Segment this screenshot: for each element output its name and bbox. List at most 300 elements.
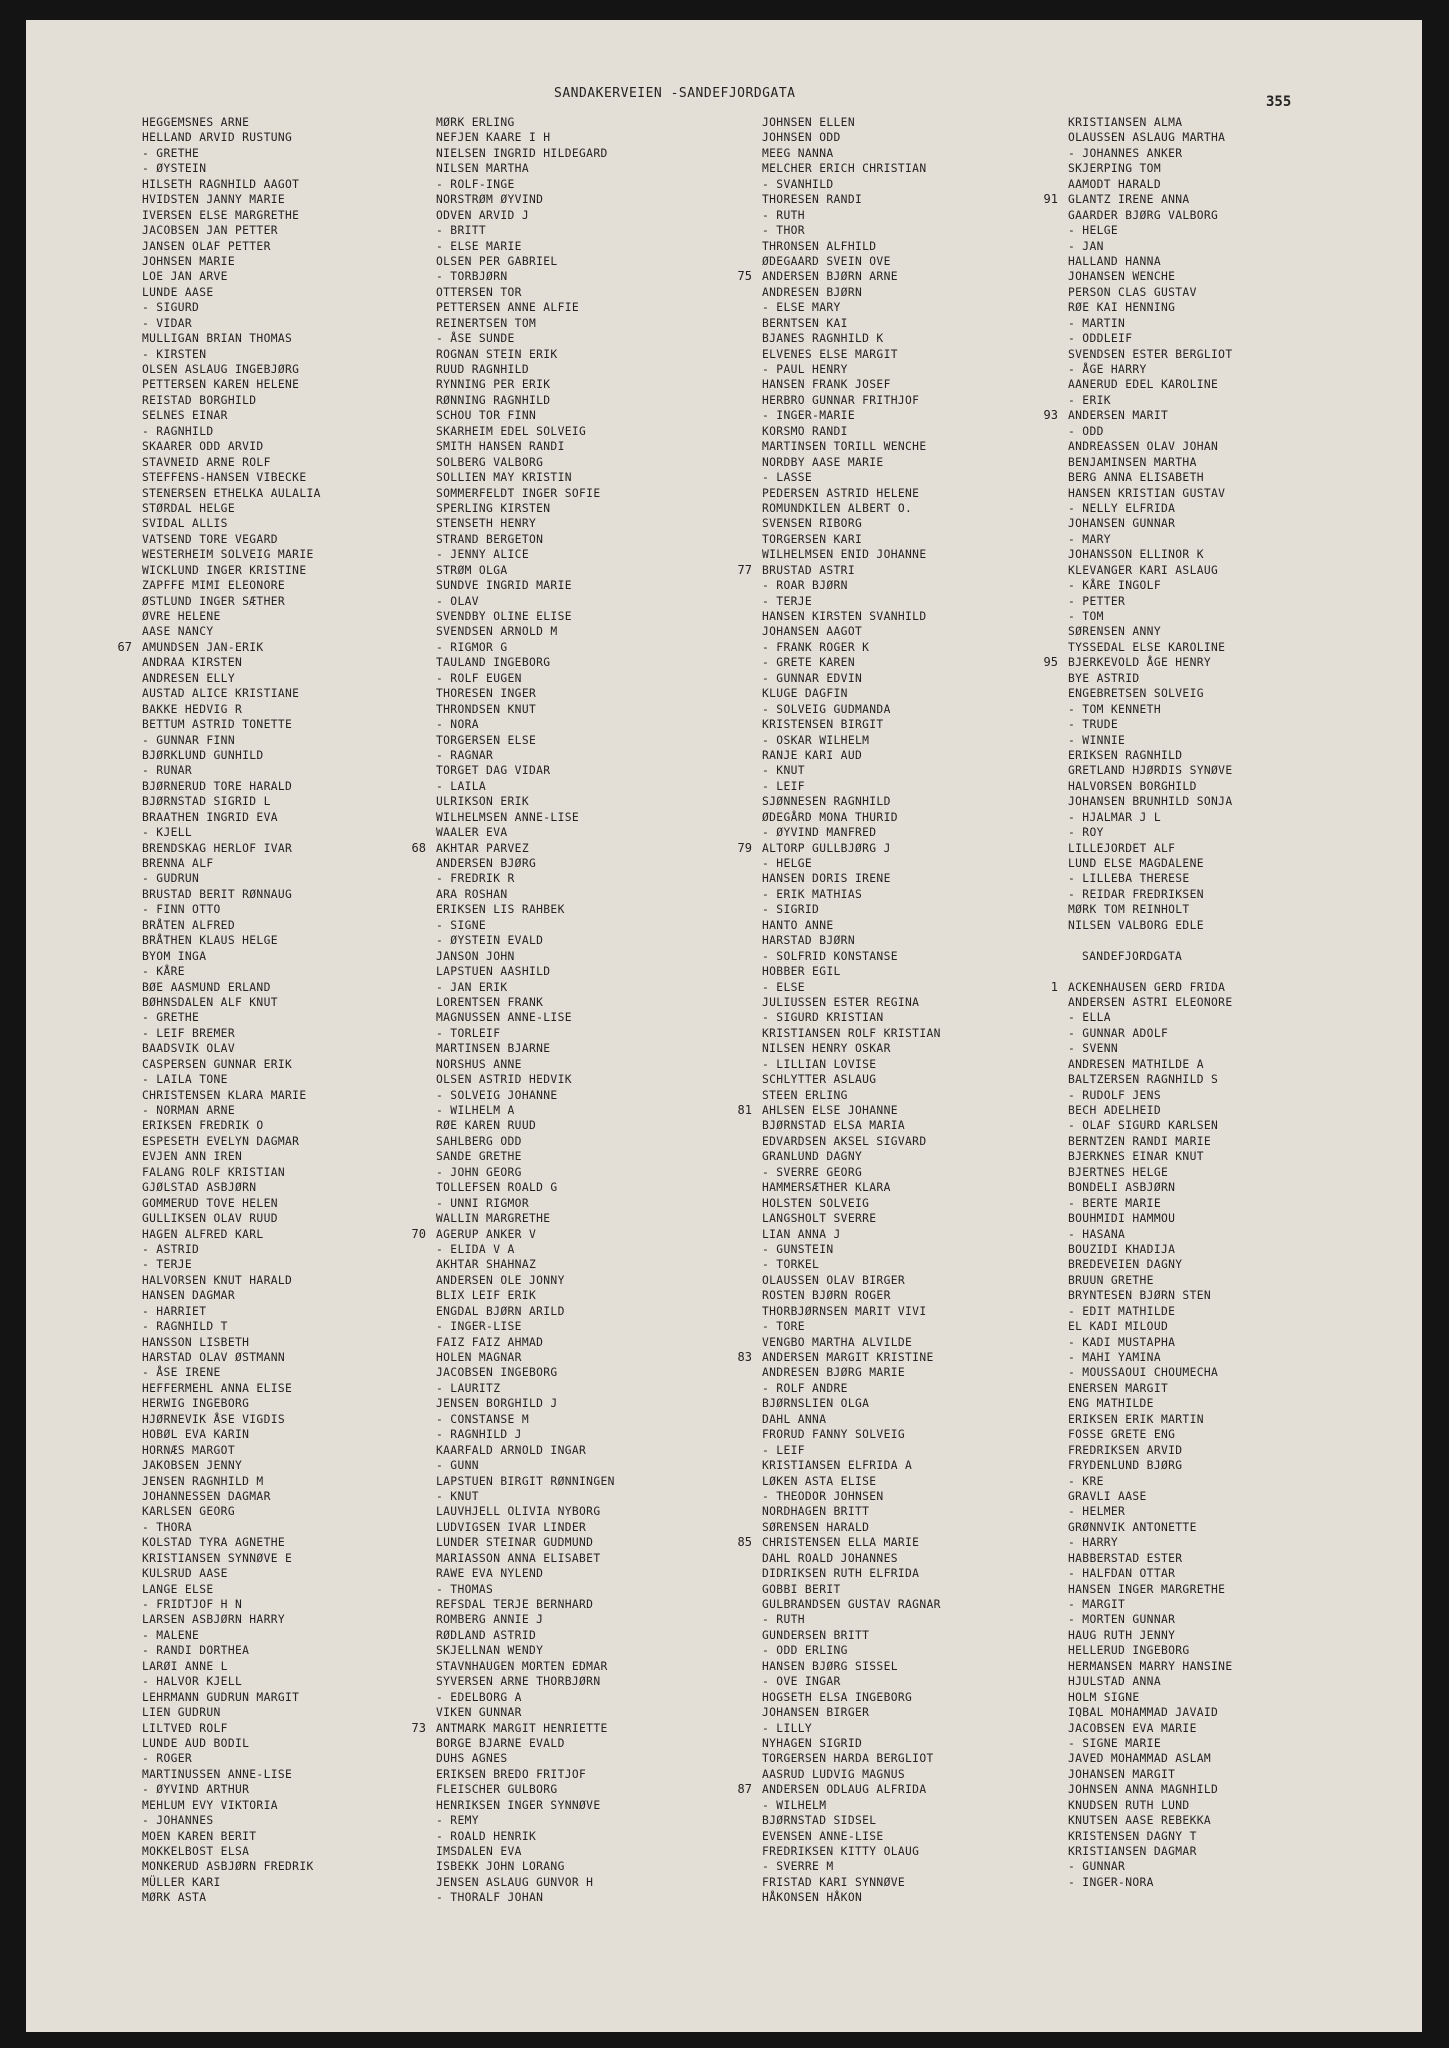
resident-entry — [762, 362, 941, 377]
resident-entry — [142, 316, 321, 331]
resident-name: - INGER-LISE — [436, 1320, 522, 1334]
resident-entry — [436, 1088, 615, 1103]
resident-name: - LEIF BREMER — [142, 1026, 235, 1040]
resident-name: ANDRAA KIRSTEN — [142, 656, 243, 670]
resident-entry — [762, 161, 941, 176]
resident-entry — [762, 1443, 941, 1458]
resident-name: CHRISTENSEN KLARA MARIE — [142, 1088, 307, 1102]
resident-name: SOMMERFELDT INGER SOFIE — [436, 486, 601, 500]
resident-name: WILHELMSEN ENID JOHANNE — [762, 548, 927, 562]
resident-entry — [142, 1134, 321, 1149]
resident-name: VATSEND TORE VEGARD — [142, 532, 278, 546]
resident-name: - RUTH — [762, 208, 805, 222]
resident-entry — [142, 1489, 321, 1504]
resident-name: - REMY — [436, 1814, 479, 1828]
resident-entry — [436, 1736, 615, 1751]
resident-entry — [142, 779, 321, 794]
resident-name: REISTAD BORGHILD — [142, 393, 257, 407]
resident-entry — [762, 393, 941, 408]
resident-name: MELCHER ERICH CHRISTIAN — [762, 162, 927, 176]
resident-name: SOLLIEN MAY KRISTIN — [436, 471, 572, 485]
resident-name: PEDERSEN ASTRID HELENE — [762, 486, 920, 500]
resident-name: ODVEN ARVID J — [436, 208, 529, 222]
section-title-text: SANDEFJORDGATA — [1082, 949, 1183, 963]
house-number: 77 — [737, 562, 752, 577]
resident-name: - LEIF — [762, 1443, 805, 1457]
resident-name: HEGGEMSNES ARNE — [142, 116, 250, 129]
resident-entry — [436, 424, 615, 439]
resident-entry — [1068, 1520, 1232, 1535]
resident-entry — [436, 1273, 615, 1288]
resident-entry — [762, 1859, 941, 1874]
resident-name: - SIGNE — [436, 918, 487, 932]
resident-name: IMSDALEN EVA — [436, 1845, 522, 1858]
resident-name: HOLSTEN SOLVEIG — [762, 1196, 870, 1210]
resident-entry — [142, 1396, 321, 1411]
resident-entry — [436, 439, 615, 454]
resident-name: - EDIT MATHILDE — [1068, 1304, 1176, 1318]
resident-entry — [436, 208, 615, 223]
resident-name: NIELSEN INGRID HILDEGARD — [436, 146, 608, 160]
resident-name: - BRITT — [436, 224, 487, 238]
resident-name: BREDEVEIEN DAGNY — [1068, 1258, 1183, 1272]
resident-name: - OVE INGAR — [762, 1675, 841, 1689]
house-number: 91 — [1043, 192, 1058, 207]
resident-name: LORENTSEN FRANK — [436, 995, 544, 1009]
resident-entry — [1068, 1211, 1232, 1226]
resident-entry — [1068, 377, 1232, 392]
resident-name: - NORMAN ARNE — [142, 1104, 235, 1117]
resident-entry — [436, 686, 615, 701]
resident-name: - LILLIAN LOVISE — [762, 1057, 877, 1071]
resident-entry — [762, 1612, 941, 1627]
resident-name: LILTVED ROLF — [142, 1721, 228, 1735]
resident-name: STAVNEID ARNE ROLF — [142, 455, 271, 469]
resident-entry — [142, 717, 321, 732]
resident-name: ANDERSEN OLE JONNY — [436, 1273, 565, 1287]
resident-entry — [1068, 1566, 1232, 1581]
resident-name: AGERUP ANKER V — [436, 1227, 537, 1241]
resident-entry — [762, 949, 941, 964]
resident-entry — [762, 223, 941, 238]
resident-name: LANGE ELSE — [142, 1582, 214, 1596]
resident-name: - ROY — [1068, 826, 1104, 840]
resident-name: KOLSTAD TYRA AGNETHE — [142, 1536, 286, 1550]
resident-entry — [1068, 1227, 1232, 1242]
house-number: 81 — [737, 1103, 752, 1117]
resident-entry — [142, 1304, 321, 1319]
resident-name: MEHLUM EVY VIKTORIA — [142, 1798, 278, 1812]
resident-name: JOHANSSON ELLINOR K — [1068, 548, 1204, 562]
resident-entry — [762, 1304, 941, 1319]
resident-name: MØRK ERLING — [436, 116, 515, 129]
resident-entry — [436, 1767, 615, 1782]
resident-entry — [142, 1319, 321, 1334]
resident-name: - SVANHILD — [762, 177, 834, 191]
resident-name: LIAN ANNA J — [762, 1227, 841, 1241]
resident-name: HAMMERSÆTHER KLARA — [762, 1181, 891, 1195]
resident-name: JAKOBSEN JENNY — [142, 1459, 243, 1473]
resident-name: BRAATHEN INGRID EVA — [142, 810, 278, 824]
resident-entry — [436, 1041, 615, 1056]
resident-name: TORGERSEN KARI — [762, 532, 863, 546]
resident-entry — [436, 655, 615, 670]
resident-entry — [762, 609, 941, 624]
resident-entry — [1068, 393, 1232, 408]
resident-name: SCHLYTTER ASLAUG — [762, 1073, 877, 1087]
resident-name: HANSSON LISBETH — [142, 1335, 250, 1349]
resident-name: - TOM — [1068, 610, 1104, 623]
resident-name: JOHANSEN BRUNHILD SONJA — [1068, 795, 1233, 809]
resident-entry — [436, 547, 615, 562]
resident-entry — [1068, 1242, 1232, 1257]
resident-name: BJØRNSTAD ELSA MARIA — [762, 1119, 906, 1133]
resident-entry — [762, 1582, 941, 1597]
resident-entry — [762, 300, 941, 315]
resident-entry — [1068, 486, 1232, 501]
resident-entry — [762, 887, 941, 902]
resident-name: - KADI MUSTAPHA — [1068, 1335, 1176, 1349]
resident-name: HOLM SIGNE — [1068, 1690, 1140, 1704]
resident-name: AUSTAD ALICE KRISTIANE — [142, 687, 300, 701]
resident-entry — [1068, 1443, 1232, 1458]
resident-name: THORBJØRNSEN MARIT VIVI — [762, 1304, 927, 1318]
resident-entry — [762, 254, 941, 269]
resident-entry — [142, 424, 321, 439]
resident-entry — [436, 1751, 615, 1766]
resident-entry — [1068, 578, 1232, 593]
resident-name: JOHANSEN MARGIT — [1068, 1767, 1176, 1781]
resident-name: - JENNY ALICE — [436, 548, 529, 562]
resident-entry — [142, 177, 321, 192]
resident-name: - KNUT — [436, 1489, 479, 1503]
resident-entry — [142, 594, 321, 609]
resident-name: ØVRE HELENE — [142, 610, 221, 623]
resident-name: NILSEN MARTHA — [436, 162, 529, 176]
resident-name: ERIKSEN RAGNHILD — [1068, 748, 1183, 762]
resident-entry — [762, 1010, 941, 1025]
resident-name: MOKKELBOST ELSA — [142, 1845, 250, 1858]
resident-name: - MOUSSAOUI CHOUMECHA — [1068, 1366, 1219, 1380]
resident-name: - KJELL — [142, 826, 193, 840]
resident-entry — [142, 763, 321, 778]
resident-entry — [436, 1026, 615, 1041]
resident-name: HALLAND HANNA — [1068, 254, 1161, 268]
resident-name: - ÅSE SUNDE — [436, 332, 515, 346]
resident-entry — [762, 177, 941, 192]
resident-name: GRAVLI AASE — [1068, 1489, 1147, 1503]
resident-name: ANDREASSEN OLAV JOHAN — [1068, 440, 1219, 454]
resident-name: HENRIKSEN INGER SYNNØVE — [436, 1798, 601, 1812]
resident-entry — [142, 1443, 321, 1458]
resident-entry — [436, 331, 615, 346]
resident-name: JOHNSEN MARIE — [142, 254, 235, 268]
resident-entry — [142, 439, 321, 454]
resident-name: OLSEN ASTRID HEDVIK — [436, 1073, 572, 1087]
resident-entry — [142, 1551, 321, 1566]
resident-name: - OLAF SIGURD KARLSEN — [1068, 1119, 1219, 1133]
resident-name: ANDRESEN ELLY — [142, 671, 235, 685]
resident-entry — [142, 362, 321, 377]
resident-name: JOHANSEN BIRGER — [762, 1706, 870, 1720]
resident-entry — [142, 1227, 321, 1242]
resident-entry — [762, 1211, 941, 1226]
resident-name: - HARRIET — [142, 1304, 207, 1318]
resident-entry — [762, 316, 941, 331]
resident-name: - ODD ERLING — [762, 1644, 848, 1658]
resident-name: - OLAV — [436, 594, 479, 608]
resident-entry — [142, 995, 321, 1010]
resident-entry — [142, 1474, 321, 1489]
resident-entry — [1068, 1875, 1232, 1890]
resident-name: GOMMERUD TOVE HELEN — [142, 1196, 278, 1210]
resident-name: LØKEN ASTA ELISE — [762, 1474, 877, 1488]
resident-name: - NELLY ELFRIDA — [1068, 501, 1176, 515]
resident-entry — [762, 1365, 941, 1380]
resident-name: SKJERPING TOM — [1068, 162, 1161, 176]
resident-name: HVIDSTEN JANNY MARIE — [142, 193, 286, 207]
resident-name: FAIZ FAIZ AHMAD — [436, 1335, 544, 1349]
resident-entry — [1068, 1721, 1232, 1736]
resident-entry — [762, 1751, 941, 1766]
resident-entry — [142, 841, 321, 856]
resident-name: BJØRNSLIEN OLGA — [762, 1397, 870, 1411]
resident-name: - RAGNHILD — [142, 424, 214, 438]
resident-entry — [762, 578, 941, 593]
resident-name: STEEN ERLING — [762, 1088, 848, 1102]
resident-name: ROSTEN BJØRN ROGER — [762, 1289, 891, 1303]
resident-entry — [142, 1659, 321, 1674]
resident-entry — [1043, 192, 1232, 207]
resident-name: - WINNIE — [1068, 733, 1126, 747]
resident-name: NEFJEN KAARE I H — [436, 131, 551, 145]
resident-name: FREDRIKSEN KITTY OLAUG — [762, 1845, 920, 1858]
resident-entry — [762, 1118, 941, 1133]
resident-name: HALVORSEN KNUT HARALD — [142, 1273, 293, 1287]
resident-entry — [762, 1890, 941, 1905]
resident-entry — [762, 1088, 941, 1103]
resident-name: - JOHANNES ANKER — [1068, 146, 1183, 160]
resident-entry — [762, 964, 941, 979]
resident-name: - CONSTANSE M — [436, 1412, 529, 1426]
resident-name: HANSEN FRANK JOSEF — [762, 378, 891, 392]
resident-name: - ÅSE IRENE — [142, 1366, 221, 1380]
resident-entry — [142, 1165, 321, 1180]
resident-name: HERWIG INGEBORG — [142, 1397, 250, 1411]
directory-column-1 — [117, 115, 321, 1906]
resident-name: HANSEN KRISTIAN GUSTAV — [1068, 486, 1226, 500]
resident-entry — [762, 871, 941, 886]
resident-entry — [1068, 779, 1232, 794]
resident-name: SVENSEN RIBORG — [762, 517, 863, 531]
resident-entry — [436, 1072, 615, 1087]
resident-name: LAPSTUEN AASHILD — [436, 965, 551, 979]
resident-entry — [1068, 640, 1232, 655]
resident-entry — [1068, 1829, 1232, 1844]
resident-entry — [142, 733, 321, 748]
resident-entry — [1068, 1535, 1232, 1550]
resident-entry — [436, 1859, 615, 1874]
resident-name: MØRK TOM REINHOLT — [1068, 903, 1190, 917]
resident-entry — [1068, 1149, 1232, 1164]
resident-name: - KRE — [1068, 1474, 1104, 1488]
resident-name: HOGSETH ELSA INGEBORG — [762, 1690, 913, 1704]
resident-entry — [762, 1844, 941, 1859]
resident-entry — [142, 1242, 321, 1257]
resident-name: KRISTIANSEN ELFRIDA A — [762, 1459, 913, 1473]
resident-entry — [762, 146, 941, 161]
resident-name: - ELLA — [1068, 1011, 1111, 1025]
resident-name: ANTMARK MARGIT HENRIETTE — [436, 1721, 608, 1735]
house-number: 83 — [737, 1350, 752, 1364]
resident-entry — [1068, 470, 1232, 485]
resident-entry — [1068, 1643, 1232, 1658]
resident-name: ENG MATHILDE — [1068, 1397, 1154, 1411]
resident-entry — [436, 269, 615, 284]
resident-name: - REIDAR FREDRIKSEN — [1068, 887, 1204, 901]
resident-entry — [436, 501, 615, 516]
resident-entry — [436, 1288, 615, 1303]
resident-entry — [142, 1288, 321, 1303]
resident-entry — [142, 918, 321, 933]
resident-name: ENGDAL BJØRN ARILD — [436, 1304, 565, 1318]
resident-name: ULRIKSON ERIK — [436, 795, 529, 809]
resident-name: - THEODOR JOHNSEN — [762, 1489, 884, 1503]
resident-name: RØDLAND ASTRID — [436, 1628, 537, 1642]
resident-name: - RIGMOR G — [436, 640, 508, 654]
resident-name: MEEG NANNA — [762, 146, 834, 160]
resident-entry — [1068, 362, 1232, 377]
resident-entry — [1068, 810, 1232, 825]
resident-entry — [436, 1242, 615, 1257]
resident-entry — [436, 624, 615, 639]
resident-name: NORDHAGEN BRITT — [762, 1505, 870, 1519]
resident-entry — [142, 1690, 321, 1705]
resident-entry — [1068, 624, 1232, 639]
resident-entry — [436, 1643, 615, 1658]
resident-name: - GUNN — [436, 1459, 479, 1473]
resident-entry — [142, 1350, 321, 1365]
resident-name: HANSEN KIRSTEN SVANHILD — [762, 610, 927, 623]
resident-name: SUNDVE INGRID MARIE — [436, 579, 572, 593]
resident-name: - GUDRUN — [142, 872, 200, 886]
resident-entry — [1068, 439, 1232, 454]
resident-entry — [1068, 1798, 1232, 1813]
resident-name: - ODD — [1068, 424, 1104, 438]
resident-entry — [142, 501, 321, 516]
resident-entry — [436, 949, 615, 964]
resident-name: - ÅGE HARRY — [1068, 363, 1147, 376]
resident-entry — [1068, 223, 1232, 238]
resident-name: - PETTER — [1068, 594, 1126, 608]
resident-name: - HELGE — [1068, 224, 1119, 238]
resident-entry — [142, 1458, 321, 1473]
resident-name: - TORBJØRN — [436, 270, 508, 284]
resident-entry — [762, 1474, 941, 1489]
resident-name: KULSRUD AASE — [142, 1567, 228, 1581]
resident-name: - RAGNAR — [436, 748, 494, 762]
resident-entry — [436, 486, 615, 501]
resident-entry — [436, 964, 615, 979]
resident-name: MARTINSEN BJARNE — [436, 1042, 551, 1056]
resident-entry — [142, 856, 321, 871]
resident-entry — [436, 871, 615, 886]
resident-entry — [762, 1628, 941, 1643]
resident-name: JACOBSEN JAN PETTER — [142, 224, 278, 238]
resident-name: BRUSTAD ASTRI — [762, 563, 855, 577]
resident-entry — [142, 1057, 321, 1072]
resident-name: GUNDERSEN BRITT — [762, 1628, 870, 1642]
resident-entry — [762, 1134, 941, 1149]
resident-entry — [1068, 285, 1232, 300]
resident-entry — [142, 871, 321, 886]
resident-entry — [142, 192, 321, 207]
resident-name: RANJE KARI AUD — [762, 748, 863, 762]
resident-name: ROMBERG ANNIE J — [436, 1613, 544, 1627]
resident-entry — [1068, 532, 1232, 547]
resident-name: - GUNNAR ADOLF — [1068, 1026, 1169, 1040]
resident-entry — [1068, 1041, 1232, 1056]
resident-entry — [1068, 1335, 1232, 1350]
resident-name: - WILHELM A — [436, 1104, 515, 1117]
resident-entry — [142, 933, 321, 948]
resident-entry — [436, 1520, 615, 1535]
resident-entry — [1068, 1288, 1232, 1303]
resident-entry — [142, 794, 321, 809]
resident-name: ZAPFFE MIMI ELEONORE — [142, 579, 286, 593]
resident-name: WILHELMSEN ANNE-LISE — [436, 810, 580, 824]
resident-entry — [762, 856, 941, 871]
resident-name: - THORA — [142, 1520, 193, 1534]
resident-name: - BERTE MARIE — [1068, 1196, 1161, 1210]
resident-entry — [436, 763, 615, 778]
resident-entry — [762, 239, 941, 254]
resident-name: GRANLUND DAGNY — [762, 1150, 863, 1164]
resident-name: - SIGURD — [142, 301, 200, 315]
resident-name: - ØYSTEIN — [142, 162, 207, 176]
resident-name: FRORUD FANNY SOLVEIG — [762, 1428, 906, 1442]
page-number: 355 — [1266, 94, 1292, 110]
resident-name: AANERUD EDEL KAROLINE — [1068, 378, 1219, 392]
resident-entry — [762, 995, 941, 1010]
resident-name: ØSTLUND INGER SÆTHER — [142, 594, 286, 608]
resident-entry — [436, 1659, 615, 1674]
resident-name: - KIRSTEN — [142, 347, 207, 361]
resident-entry — [142, 532, 321, 547]
resident-name: GULBRANDSEN GUSTAV RAGNAR — [762, 1598, 941, 1611]
resident-entry — [762, 1242, 941, 1257]
resident-name: - GRETHE — [142, 1011, 200, 1025]
resident-entry — [762, 1335, 941, 1350]
resident-name: JENSEN ASLAUG GUNVOR H — [436, 1875, 594, 1889]
resident-entry — [142, 1582, 321, 1597]
resident-name: - RANDI DORTHEA — [142, 1644, 250, 1658]
resident-entry — [762, 547, 941, 562]
resident-name: KRISTENSEN BIRGIT — [762, 718, 884, 732]
resident-entry — [142, 1010, 321, 1025]
resident-name: BØE AASMUND ERLAND — [142, 980, 271, 994]
resident-entry — [1068, 1118, 1232, 1133]
resident-name: LUND ELSE MAGDALENE — [1068, 857, 1204, 870]
resident-entry — [1068, 1458, 1232, 1473]
resident-name: - TOM KENNETH — [1068, 702, 1161, 716]
resident-entry — [1068, 1813, 1232, 1828]
resident-name: - RAGNHILD J — [436, 1428, 522, 1442]
resident-entry — [142, 516, 321, 531]
resident-entry — [762, 486, 941, 501]
resident-entry — [142, 686, 321, 701]
resident-name: BENJAMINSEN MARTHA — [1068, 455, 1197, 469]
